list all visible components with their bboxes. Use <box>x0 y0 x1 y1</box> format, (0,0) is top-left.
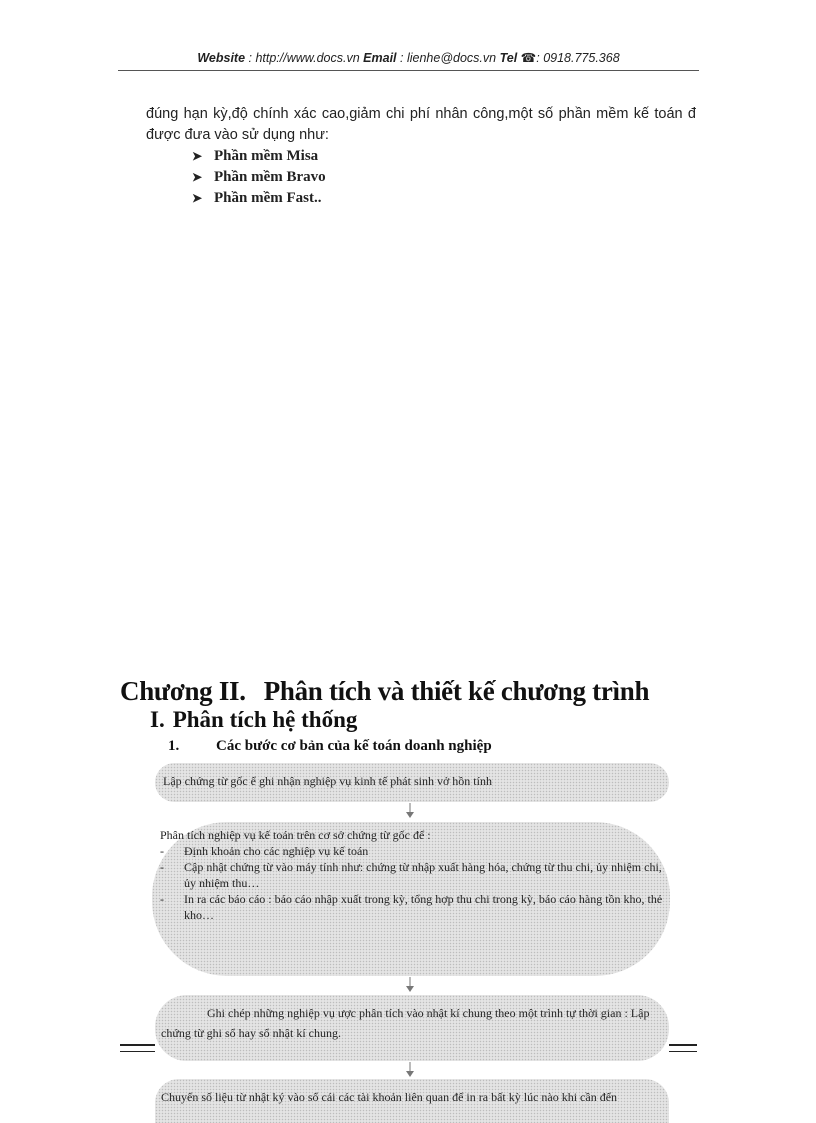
footer-divider-right <box>669 1044 697 1052</box>
website-label: Website <box>197 51 246 65</box>
flow-step-3 <box>155 995 669 1061</box>
flow-step-1 <box>155 763 669 802</box>
subsection-title: Các bước cơ bản của kế toán doanh nghiệp <box>216 738 492 754</box>
section-title: Phân tích hệ thống <box>172 707 358 732</box>
list-item: - Cập nhật chứng từ vào máy tính như: chứng từ nhập xuất hàng hóa, chứng từ thu chi, ủy nhiệm chi, ủy nhiệm thu… <box>160 859 666 891</box>
flow-step-3-text: Ghi chép những nghiệp vụ ược phân tích vào nhật kí chung theo một trình tự thời gian : Lập chứng từ ghi sổ hay sổ nhật kí chung. <box>161 1006 650 1040</box>
flow-step-4-text: Chuyển số liệu từ nhật ký vào sổ cái các tài khoản liên quan để in ra bất kỳ lúc nào khi cần đến <box>161 1090 618 1104</box>
list-item: ➤ Phần mềm Misa <box>192 146 326 167</box>
list-item: - Định khoản cho các nghiệp vụ kế toán <box>160 843 666 859</box>
chapter-label: Chương II. <box>120 676 246 706</box>
email-value: : lienhe@docs.vn <box>400 51 497 65</box>
down-arrow-icon <box>405 977 415 993</box>
list-item: - In ra các báo cáo : báo cáo nhập xuất trong kỳ, tổng hợp thu chi trong kỳ, báo cáo hàng tồn kho, thẻ kho… <box>160 891 666 923</box>
chapter-title: Phân tích và thiết kế chương trình <box>263 676 650 706</box>
footer-divider-left <box>120 1044 155 1052</box>
flow-step-2-intro: Phân tích nghiệp vụ kế toán trên cơ sở chứng từ gốc để : <box>160 828 431 842</box>
subsection-number: 1. <box>168 738 180 754</box>
arrow-bullet-icon: ➤ <box>192 170 203 184</box>
flow-step-1-text: Lập chứng từ gốc ể ghi nhận nghiệp vụ kinh tế phát sinh vở hồn tính <box>163 774 492 788</box>
arrow-bullet-icon: ➤ <box>192 149 203 163</box>
telephone-icon: ☎ <box>520 51 537 65</box>
header-divider <box>118 70 699 71</box>
arrow-bullet-icon: ➤ <box>192 191 203 205</box>
section-heading <box>150 707 357 733</box>
flow-step-2 <box>152 822 670 976</box>
down-arrow-icon <box>405 803 415 819</box>
tel-label: Tel <box>499 51 518 65</box>
website-value: : http://www.docs.vn <box>248 51 360 65</box>
subsection-heading <box>168 738 492 755</box>
software-list <box>192 146 326 209</box>
flow-step-4 <box>155 1079 669 1123</box>
page-header <box>118 50 699 65</box>
body-paragraph: đúng hạn kỳ,độ chính xác cao,giảm chi phí nhân công,một số phần mềm kế toán đ được đưa vào sử dụng như: <box>146 106 696 143</box>
tel-value: : 0918.775.368 <box>536 51 620 65</box>
list-item: ➤ Phần mềm Bravo <box>192 167 326 188</box>
list-item: ➤ Phần mềm Fast.. <box>192 188 326 209</box>
down-arrow-icon <box>405 1062 415 1078</box>
email-label: Email <box>363 51 397 65</box>
chapter-heading <box>120 676 649 707</box>
section-label: I. <box>150 707 165 732</box>
